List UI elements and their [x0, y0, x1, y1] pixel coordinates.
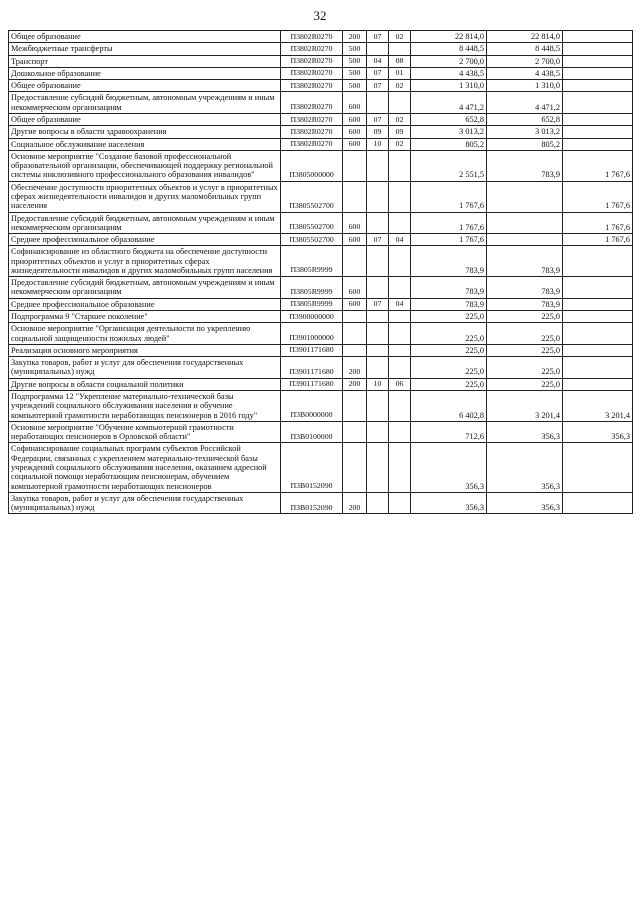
table-row	[9, 344, 633, 356]
expense-type-cell	[343, 323, 367, 345]
amount-regional-cell: 783,9	[487, 150, 563, 181]
target-code-cell: П3802R0270	[281, 113, 343, 125]
subsection-cell	[389, 92, 411, 114]
table-row	[9, 113, 633, 125]
table-body	[9, 31, 633, 514]
row-name-cell: Предоставление субсидий бюджетным, автономным учреждениям и иным некоммерческим организациям	[9, 212, 281, 234]
amount-regional-cell: 2 700,0	[487, 55, 563, 67]
amount-federal-cell	[563, 277, 633, 299]
amount-total-cell: 1 310,0	[411, 80, 487, 92]
amount-total-cell: 2 700,0	[411, 55, 487, 67]
row-name-cell: Закупка товаров, работ и услуг для обеспечения государственных (муниципальных) нужд	[9, 357, 281, 379]
amount-federal-cell: 1 767,6	[563, 234, 633, 246]
target-code-cell: П3805R9999	[281, 298, 343, 310]
amount-federal-cell	[563, 492, 633, 514]
amount-total-cell: 1 767,6	[411, 181, 487, 212]
section-cell: 07	[367, 113, 389, 125]
amount-federal-cell	[563, 298, 633, 310]
amount-regional-cell: 225,0	[487, 378, 563, 390]
subsection-cell: 02	[389, 138, 411, 150]
amount-total-cell: 356,3	[411, 443, 487, 492]
expense-type-cell: 500	[343, 43, 367, 55]
table-row	[9, 323, 633, 345]
table-row	[9, 246, 633, 277]
subsection-cell: 02	[389, 31, 411, 43]
subsection-cell: 01	[389, 67, 411, 79]
amount-total-cell: 225,0	[411, 357, 487, 379]
subsection-cell	[389, 443, 411, 492]
amount-regional-cell: 8 448,5	[487, 43, 563, 55]
amount-federal-cell	[563, 443, 633, 492]
amount-total-cell: 1 767,6	[411, 212, 487, 234]
target-code-cell: П3В0152090	[281, 443, 343, 492]
table-row	[9, 67, 633, 79]
amount-federal-cell: 1 767,6	[563, 150, 633, 181]
subsection-cell: 08	[389, 55, 411, 67]
expense-type-cell: 600	[343, 298, 367, 310]
row-name-cell: Межбюджетные трансферты	[9, 43, 281, 55]
target-code-cell: П3В0000000	[281, 391, 343, 422]
subsection-cell	[389, 421, 411, 443]
amount-regional-cell: 4 438,5	[487, 67, 563, 79]
section-cell	[367, 421, 389, 443]
target-code-cell: П3802R0270	[281, 138, 343, 150]
row-name-cell: Среднее профессиональное образование	[9, 234, 281, 246]
subsection-cell	[389, 323, 411, 345]
amount-federal-cell	[563, 43, 633, 55]
amount-total-cell: 783,9	[411, 298, 487, 310]
target-code-cell: П3805502700	[281, 234, 343, 246]
row-name-cell: Социальное обслуживание населения	[9, 138, 281, 150]
amount-regional-cell: 225,0	[487, 323, 563, 345]
amount-federal-cell: 3 201,4	[563, 391, 633, 422]
amount-federal-cell	[563, 357, 633, 379]
amount-regional-cell: 3 013,2	[487, 126, 563, 138]
subsection-cell	[389, 344, 411, 356]
amount-total-cell: 783,9	[411, 277, 487, 299]
table-row	[9, 234, 633, 246]
amount-total-cell: 225,0	[411, 344, 487, 356]
section-cell	[367, 150, 389, 181]
amount-federal-cell: 1 767,6	[563, 181, 633, 212]
section-cell	[367, 246, 389, 277]
amount-total-cell: 225,0	[411, 378, 487, 390]
amount-regional-cell	[487, 181, 563, 212]
amount-federal-cell	[563, 80, 633, 92]
row-name-cell: Закупка товаров, работ и услуг для обеспечения государственных (муниципальных) нужд	[9, 492, 281, 514]
amount-total-cell: 225,0	[411, 323, 487, 345]
expense-type-cell: 600	[343, 234, 367, 246]
subsection-cell: 02	[389, 113, 411, 125]
amount-federal-cell	[563, 92, 633, 114]
target-code-cell: П3802R0270	[281, 80, 343, 92]
table-row	[9, 80, 633, 92]
amount-federal-cell	[563, 138, 633, 150]
row-name-cell: Общее образование	[9, 31, 281, 43]
section-cell: 07	[367, 67, 389, 79]
section-cell	[367, 443, 389, 492]
table-row	[9, 181, 633, 212]
target-code-cell: П3В0152090	[281, 492, 343, 514]
amount-regional-cell	[487, 212, 563, 234]
amount-regional-cell: 356,3	[487, 492, 563, 514]
target-code-cell: П3805R9999	[281, 277, 343, 299]
expense-type-cell	[343, 150, 367, 181]
expense-type-cell	[343, 391, 367, 422]
amount-regional-cell: 356,3	[487, 421, 563, 443]
target-code-cell: П3802R0270	[281, 126, 343, 138]
amount-federal-cell	[563, 31, 633, 43]
table-row	[9, 311, 633, 323]
table-row	[9, 92, 633, 114]
target-code-cell: П3901171680	[281, 357, 343, 379]
row-name-cell: Общее образование	[9, 113, 281, 125]
row-name-cell: Обеспечение доступности приоритетных объектов и услуг в приоритетных сферах жизнедеятельности инвалидов и других маломобильных групп населения	[9, 181, 281, 212]
row-name-cell: Предоставление субсидий бюджетным, автономным учреждениям и иным некоммерческим организациям	[9, 92, 281, 114]
table-row	[9, 443, 633, 492]
row-name-cell: Дошкольное образование	[9, 67, 281, 79]
expense-type-cell: 200	[343, 492, 367, 514]
row-name-cell: Основное мероприятие "Обучение компьютерной грамотности неработающих пенсионеров в Орловской области"	[9, 421, 281, 443]
expense-type-cell	[343, 181, 367, 212]
target-code-cell: П3901171680	[281, 344, 343, 356]
expense-type-cell: 500	[343, 67, 367, 79]
section-cell: 07	[367, 298, 389, 310]
subsection-cell	[389, 212, 411, 234]
expense-type-cell	[343, 421, 367, 443]
amount-regional-cell: 225,0	[487, 357, 563, 379]
section-cell	[367, 344, 389, 356]
amount-regional-cell: 1 310,0	[487, 80, 563, 92]
row-name-cell: Подпрограмма 12 "Укрепление материально-технической базы учреждений социального обслуживания населения и обучение компьютерной грамотности неработающих пенсионеров в 2016 году"	[9, 391, 281, 422]
expense-type-cell: 200	[343, 357, 367, 379]
subsection-cell	[389, 357, 411, 379]
table-row	[9, 138, 633, 150]
amount-total-cell: 4 438,5	[411, 67, 487, 79]
amount-federal-cell	[563, 126, 633, 138]
expense-type-cell: 600	[343, 113, 367, 125]
expense-type-cell: 500	[343, 80, 367, 92]
expense-type-cell: 600	[343, 92, 367, 114]
subsection-cell: 09	[389, 126, 411, 138]
table-row	[9, 277, 633, 299]
amount-total-cell: 22 814,0	[411, 31, 487, 43]
expense-type-cell: 600	[343, 138, 367, 150]
amount-regional-cell	[487, 234, 563, 246]
subsection-cell: 06	[389, 378, 411, 390]
amount-federal-cell	[563, 113, 633, 125]
target-code-cell: П3В0100000	[281, 421, 343, 443]
amount-total-cell: 652,8	[411, 113, 487, 125]
section-cell: 10	[367, 138, 389, 150]
expense-type-cell: 600	[343, 277, 367, 299]
amount-total-cell: 783,9	[411, 246, 487, 277]
row-name-cell: Общее образование	[9, 80, 281, 92]
table-row	[9, 391, 633, 422]
amount-total-cell: 2 551,5	[411, 150, 487, 181]
row-name-cell: Подпрограмма 9 "Старшее поколение"	[9, 311, 281, 323]
section-cell	[367, 181, 389, 212]
table-row	[9, 492, 633, 514]
row-name-cell: Предоставление субсидий бюджетным, автономным учреждениям и иным некоммерческим организациям	[9, 277, 281, 299]
row-name-cell: Софинансирование из областного бюджета на обеспечение доступности приоритетных объектов и услуг в приоритетных сферах жизнедеятельности инвалидов и других маломобильных групп населения	[9, 246, 281, 277]
row-name-cell: Другие вопросы в области здравоохранения	[9, 126, 281, 138]
subsection-cell	[389, 246, 411, 277]
target-code-cell: П3805502700	[281, 181, 343, 212]
amount-federal-cell	[563, 378, 633, 390]
amount-federal-cell: 1 767,6	[563, 212, 633, 234]
expense-type-cell: 500	[343, 55, 367, 67]
expense-type-cell	[343, 311, 367, 323]
row-name-cell: Транспорт	[9, 55, 281, 67]
target-code-cell: П3802R0270	[281, 31, 343, 43]
amount-total-cell: 6 402,8	[411, 391, 487, 422]
subsection-cell: 04	[389, 298, 411, 310]
table-row	[9, 43, 633, 55]
subsection-cell	[389, 181, 411, 212]
amount-federal-cell	[563, 67, 633, 79]
row-name-cell: Софинансирование социальных программ субъектов Российской Федерации, связанных с укреплением материально-технической базы учреждений социального обслуживания населения, оказанием адресной социальной помощи неработающим пенсионерам, обучением компьютерной грамотности неработающих пенсионеров	[9, 443, 281, 492]
amount-federal-cell	[563, 246, 633, 277]
amount-regional-cell: 22 814,0	[487, 31, 563, 43]
subsection-cell: 04	[389, 234, 411, 246]
table-row	[9, 55, 633, 67]
target-code-cell: П3805000000	[281, 150, 343, 181]
subsection-cell	[389, 43, 411, 55]
amount-total-cell: 1 767,6	[411, 234, 487, 246]
target-code-cell: П3802R0270	[281, 43, 343, 55]
amount-federal-cell	[563, 311, 633, 323]
expense-type-cell: 200	[343, 31, 367, 43]
table-row	[9, 421, 633, 443]
expense-type-cell	[343, 443, 367, 492]
subsection-cell	[389, 277, 411, 299]
amount-regional-cell: 805,2	[487, 138, 563, 150]
row-name-cell: Реализация основного мероприятия	[9, 344, 281, 356]
row-name-cell: Основное мероприятие "Создание базовой профессиональной образовательной организации, обеспечивающей поддержку региональной системы инклюзивного профессионального образования инвалидов"	[9, 150, 281, 181]
amount-regional-cell: 4 471,2	[487, 92, 563, 114]
target-code-cell: П3802R0270	[281, 92, 343, 114]
subsection-cell	[389, 492, 411, 514]
section-cell	[367, 277, 389, 299]
section-cell	[367, 311, 389, 323]
amount-regional-cell: 783,9	[487, 277, 563, 299]
amount-federal-cell	[563, 55, 633, 67]
target-code-cell: П3802R0270	[281, 67, 343, 79]
target-code-cell: П3901000000	[281, 323, 343, 345]
table-row	[9, 126, 633, 138]
section-cell	[367, 43, 389, 55]
expense-type-cell: 200	[343, 378, 367, 390]
amount-total-cell: 225,0	[411, 311, 487, 323]
amount-total-cell: 3 013,2	[411, 126, 487, 138]
expense-type-cell: 600	[343, 212, 367, 234]
amount-regional-cell: 356,3	[487, 443, 563, 492]
subsection-cell	[389, 150, 411, 181]
table-row	[9, 31, 633, 43]
section-cell	[367, 357, 389, 379]
section-cell	[367, 391, 389, 422]
section-cell: 10	[367, 378, 389, 390]
expense-type-cell	[343, 344, 367, 356]
table-row	[9, 357, 633, 379]
amount-regional-cell: 652,8	[487, 113, 563, 125]
target-code-cell: П3802R0270	[281, 55, 343, 67]
target-code-cell: П3805502700	[281, 212, 343, 234]
section-cell: 07	[367, 31, 389, 43]
amount-regional-cell: 225,0	[487, 344, 563, 356]
section-cell: 09	[367, 126, 389, 138]
table-row	[9, 212, 633, 234]
target-code-cell: П3805R9999	[281, 246, 343, 277]
amount-federal-cell	[563, 323, 633, 345]
amount-total-cell: 8 448,5	[411, 43, 487, 55]
table-row	[9, 150, 633, 181]
section-cell: 07	[367, 80, 389, 92]
page-number: 32	[313, 8, 327, 23]
target-code-cell: П3900000000	[281, 311, 343, 323]
section-cell: 07	[367, 234, 389, 246]
budget-table	[8, 30, 633, 514]
amount-federal-cell: 356,3	[563, 421, 633, 443]
amount-regional-cell: 225,0	[487, 311, 563, 323]
amount-regional-cell: 783,9	[487, 246, 563, 277]
section-cell	[367, 212, 389, 234]
subsection-cell: 02	[389, 80, 411, 92]
amount-total-cell: 4 471,2	[411, 92, 487, 114]
row-name-cell: Среднее профессиональное образование	[9, 298, 281, 310]
amount-regional-cell: 3 201,4	[487, 391, 563, 422]
section-cell	[367, 323, 389, 345]
amount-federal-cell	[563, 344, 633, 356]
table-row	[9, 378, 633, 390]
subsection-cell	[389, 391, 411, 422]
amount-total-cell: 356,3	[411, 492, 487, 514]
row-name-cell: Другие вопросы в области социальной политики	[9, 378, 281, 390]
section-cell	[367, 492, 389, 514]
expense-type-cell: 600	[343, 126, 367, 138]
amount-regional-cell: 783,9	[487, 298, 563, 310]
subsection-cell	[389, 311, 411, 323]
section-cell: 04	[367, 55, 389, 67]
target-code-cell: П3901171680	[281, 378, 343, 390]
section-cell	[367, 92, 389, 114]
amount-total-cell: 805,2	[411, 138, 487, 150]
row-name-cell: Основное мероприятие "Организация деятельности по укреплению социальной защищенности пожилых людей"	[9, 323, 281, 345]
table-row	[9, 298, 633, 310]
expense-type-cell	[343, 246, 367, 277]
amount-total-cell: 712,6	[411, 421, 487, 443]
